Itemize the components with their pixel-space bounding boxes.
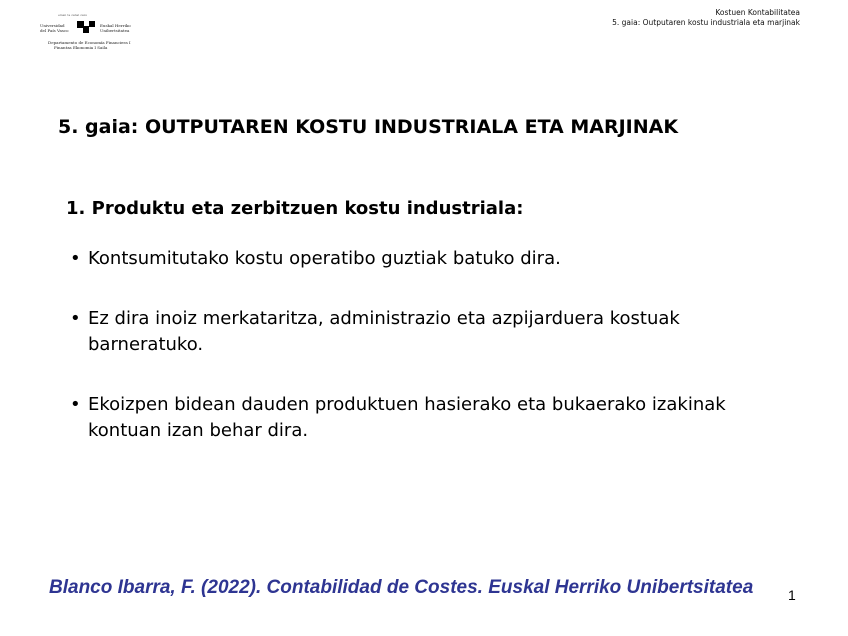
- bullet-icon: •: [70, 248, 81, 269]
- bullet-text: Kontsumitutako kostu operatibo guztiak batuko dira.: [88, 248, 561, 269]
- slide-title: 5. gaia: OUTPUTAREN KOSTU INDUSTRIALA ETA MARJINAK: [58, 116, 679, 138]
- chapter-name: 5. gaia: Outputaren kostu industriala eta marjinak: [612, 18, 800, 27]
- bullet-item: [70, 246, 790, 272]
- logo-right-name: Euskal Herriko Unibertsitatea: [100, 23, 131, 33]
- logo-left-name: Universidad del País Vasco: [40, 23, 69, 33]
- page-number: 1: [788, 587, 796, 603]
- section-heading: 1. Produktu eta zerbitzuen kostu industriala:: [66, 198, 524, 219]
- running-header: [612, 8, 800, 28]
- university-logo: [36, 10, 136, 52]
- bullet-icon: •: [70, 394, 81, 415]
- footer-citation: Blanco Ibarra, F. (2022). Contabilidad de Costes. Euskal Herriko Unibertsitatea: [49, 577, 754, 598]
- bullet-item: [70, 392, 790, 444]
- bullet-item: [70, 306, 790, 358]
- bullet-list: [70, 246, 790, 444]
- university-emblem-icon: [76, 19, 96, 35]
- bullet-text: Ez dira inoiz merkataritza, administrazio eta azpijarduera kostuak barneratuko.: [88, 308, 680, 355]
- bullet-text: Ekoizpen bidean dauden produktuen hasierako eta bukaerako izakinak kontuan izan behar dira.: [88, 394, 726, 441]
- logo-department: Departamento de Economía Financiera I Finantza Ekonomia I Saila: [48, 40, 131, 50]
- bullet-icon: •: [70, 308, 81, 329]
- logo-motto: eman ta zabal zazu: [58, 13, 88, 17]
- course-name: Kostuen Kontabilitatea: [715, 8, 800, 17]
